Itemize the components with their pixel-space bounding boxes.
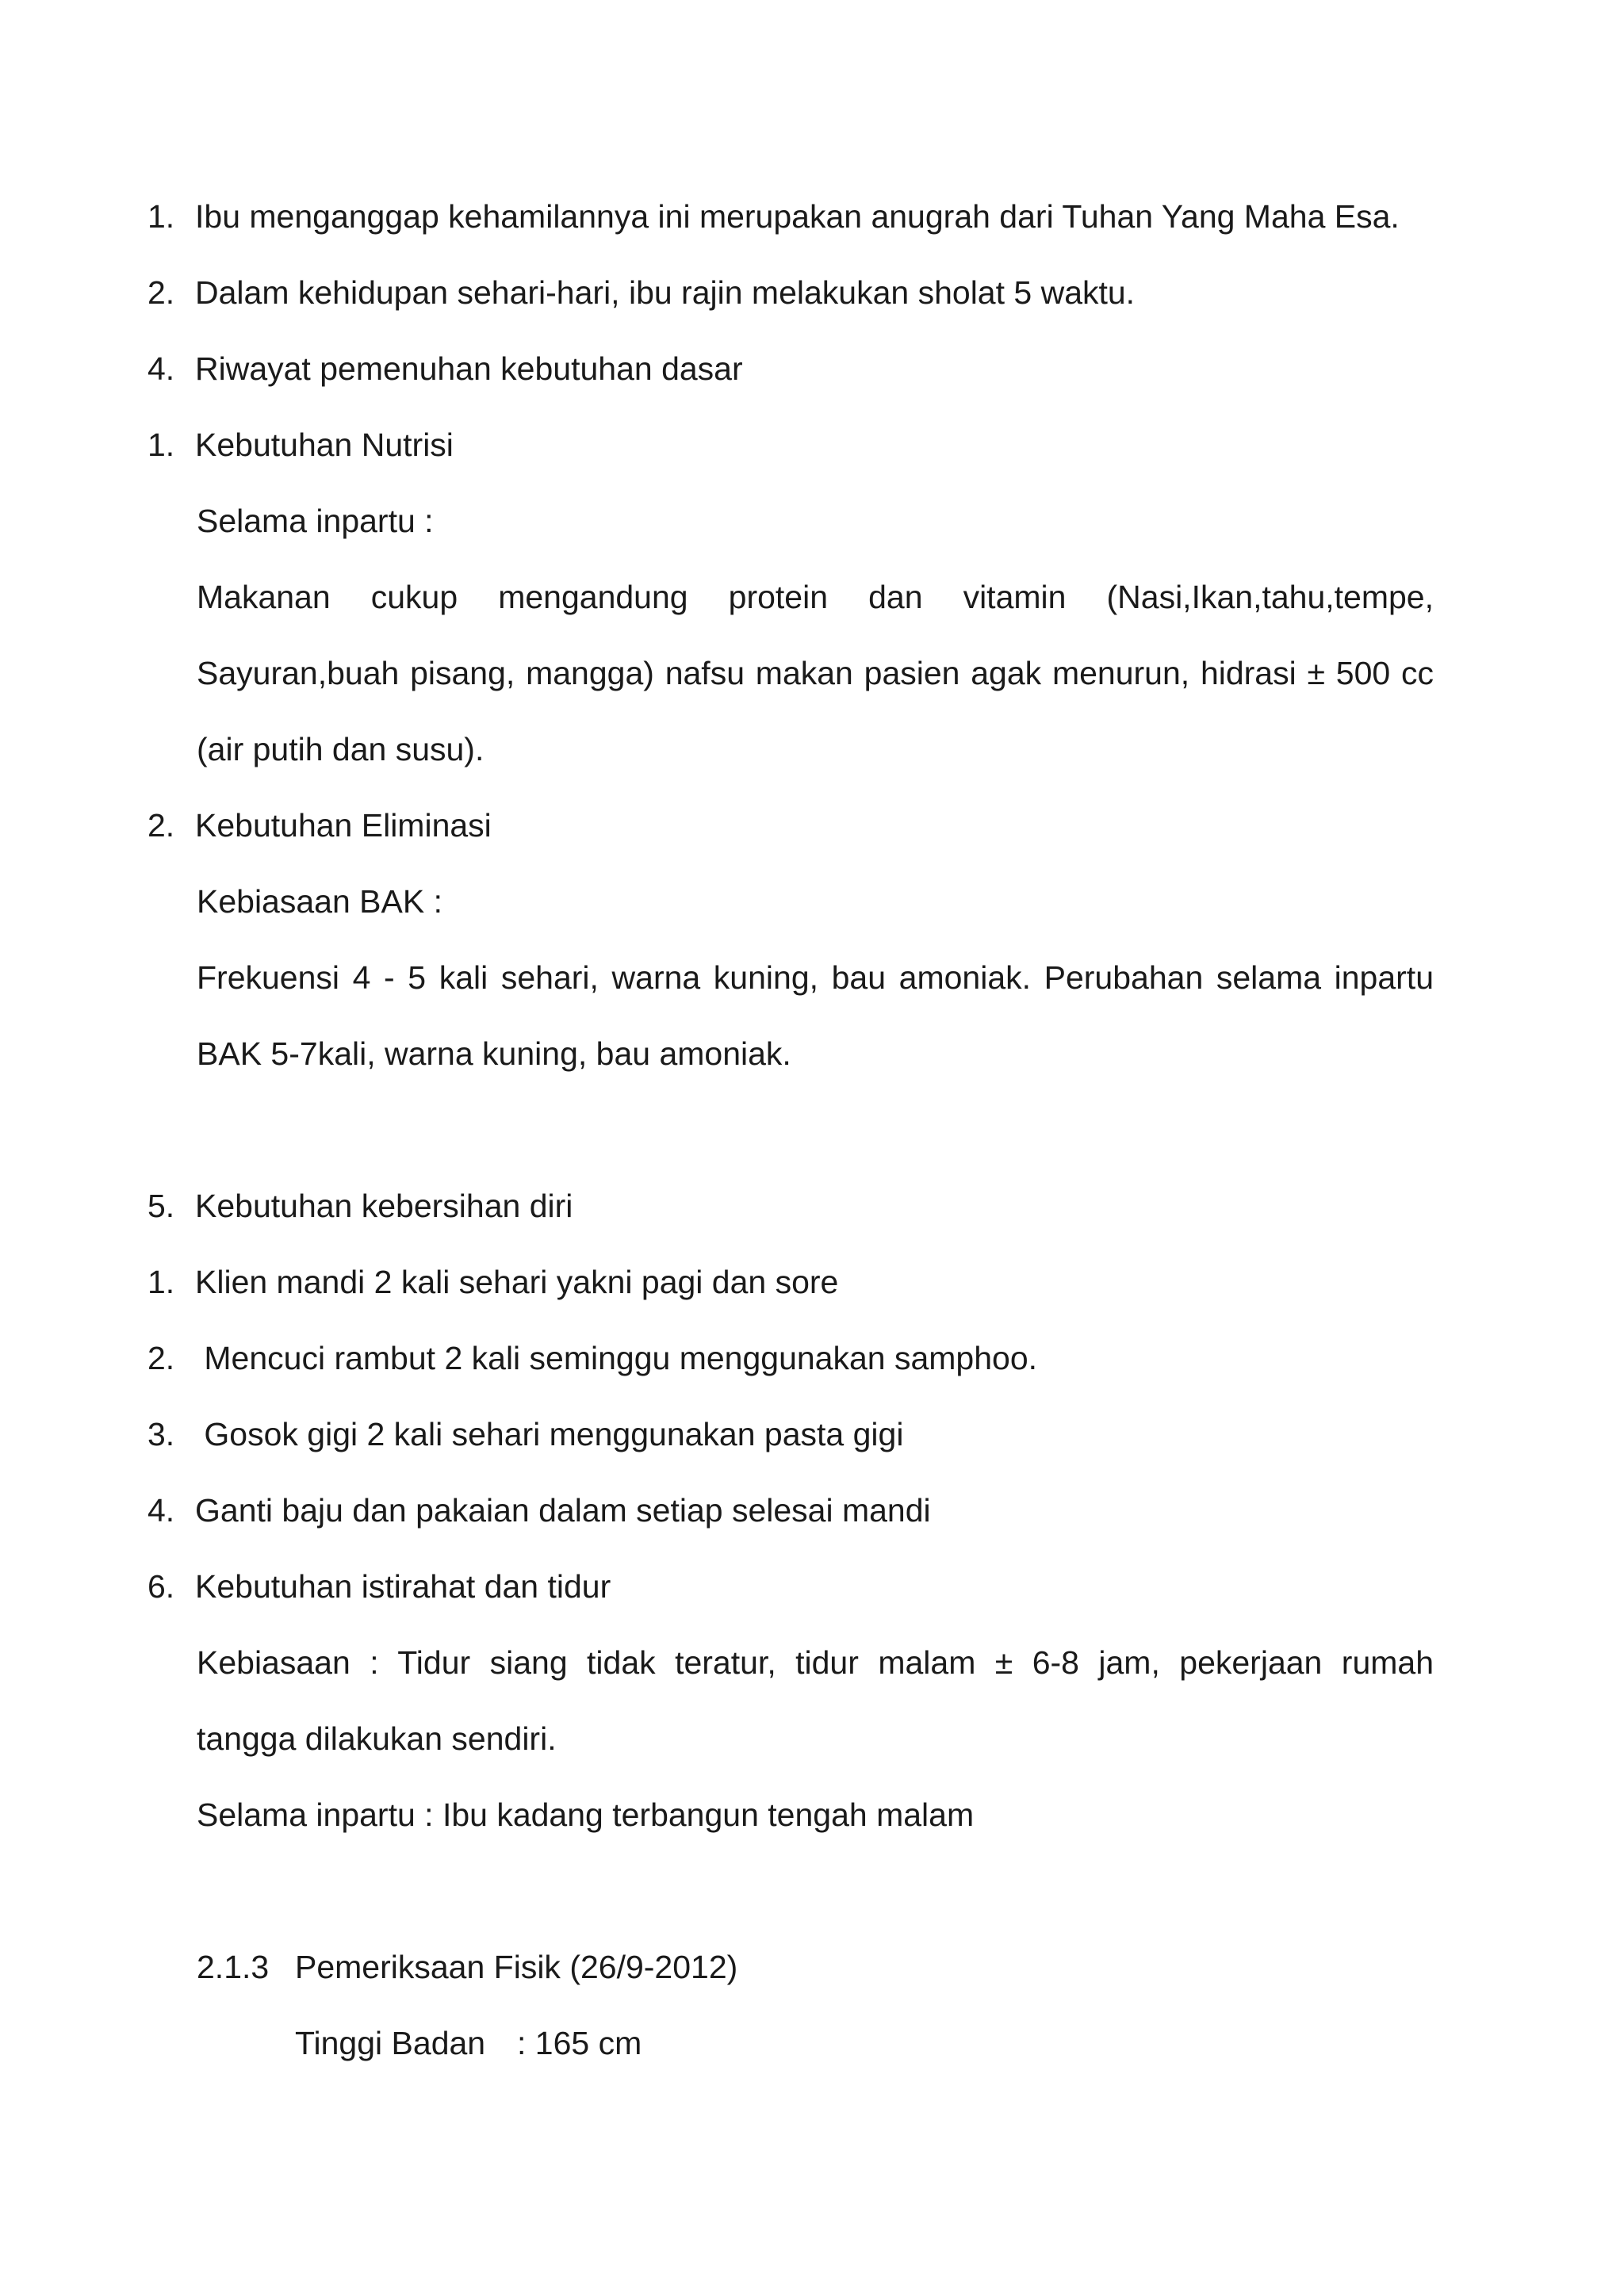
list-text: Riwayat pemenuhan kebutuhan dasar: [195, 350, 743, 387]
tinggi-badan-value: : 165 cm: [517, 2025, 642, 2061]
eliminasi-paragraph-line: BAK 5-7kali, warna kuning, bau amoniak.: [197, 1035, 791, 1072]
list-text: Dalam kehidupan sehari-hari, ibu rajin melakukan sholat 5 waktu.: [195, 274, 1136, 311]
list-text: Kebutuhan Nutrisi: [195, 427, 454, 463]
list-text: Klien mandi 2 kali sehari yakni pagi dan sore: [195, 1264, 839, 1300]
list-number: 2.: [147, 274, 175, 311]
list-number: 4.: [147, 1492, 175, 1529]
list-number: 1.: [147, 198, 175, 235]
list-number: 3.: [147, 1416, 175, 1452]
section-number: 2.1.3: [197, 1949, 270, 1985]
list-text: Kebutuhan Eliminasi: [195, 807, 492, 844]
list-number: 2.: [147, 807, 175, 844]
nutrisi-label: Selama inpartu :: [197, 503, 434, 539]
eliminasi-paragraph-line: Frekuensi 4 - 5 kali sehari, warna kuning, bau amoniak. Perubahan selama inpartu: [197, 959, 1434, 996]
nutrisi-paragraph-line: Makanan cukup mengandung protein dan vitamin (Nasi,Ikan,tahu,tempe,: [197, 579, 1434, 615]
list-number: 5.: [147, 1188, 175, 1224]
list-text: Mencuci rambut 2 kali seminggu menggunakan samphoo.: [195, 1340, 1038, 1376]
list-text: Gosok gigi 2 kali sehari menggunakan pasta gigi: [195, 1416, 904, 1452]
list-text: Kebutuhan istirahat dan tidur: [195, 1568, 611, 1605]
list-number: 2.: [147, 1340, 175, 1376]
eliminasi-label: Kebiasaan BAK :: [197, 883, 442, 920]
section-title: Pemeriksaan Fisik (26/9-2012): [295, 1949, 738, 1985]
tinggi-badan-label: Tinggi Badan: [295, 2025, 486, 2061]
istirahat-paragraph-line: Kebiasaan : Tidur siang tidak teratur, tidur malam ± 6-8 jam, pekerjaan rumah: [197, 1644, 1434, 1681]
list-text: Ganti baju dan pakaian dalam setiap selesai mandi: [195, 1492, 931, 1529]
list-text: Kebutuhan kebersihan diri: [195, 1188, 573, 1224]
list-number: 1.: [147, 1264, 175, 1300]
nutrisi-paragraph-line: (air putih dan susu).: [197, 731, 485, 767]
list-number: 6.: [147, 1568, 175, 1605]
list-number: 1.: [147, 427, 175, 463]
istirahat-selama: Selama inpartu : Ibu kadang terbangun tengah malam: [197, 1797, 975, 1833]
istirahat-paragraph-line: tangga dilakukan sendiri.: [197, 1720, 557, 1757]
list-number: 4.: [147, 350, 175, 387]
nutrisi-paragraph-line: Sayuran,buah pisang, mangga) nafsu makan pasien agak menurun, hidrasi ± 500 cc: [197, 655, 1434, 691]
list-text: Ibu menganggap kehamilannya ini merupakan anugrah dari Tuhan Yang Maha Esa.: [195, 198, 1400, 235]
